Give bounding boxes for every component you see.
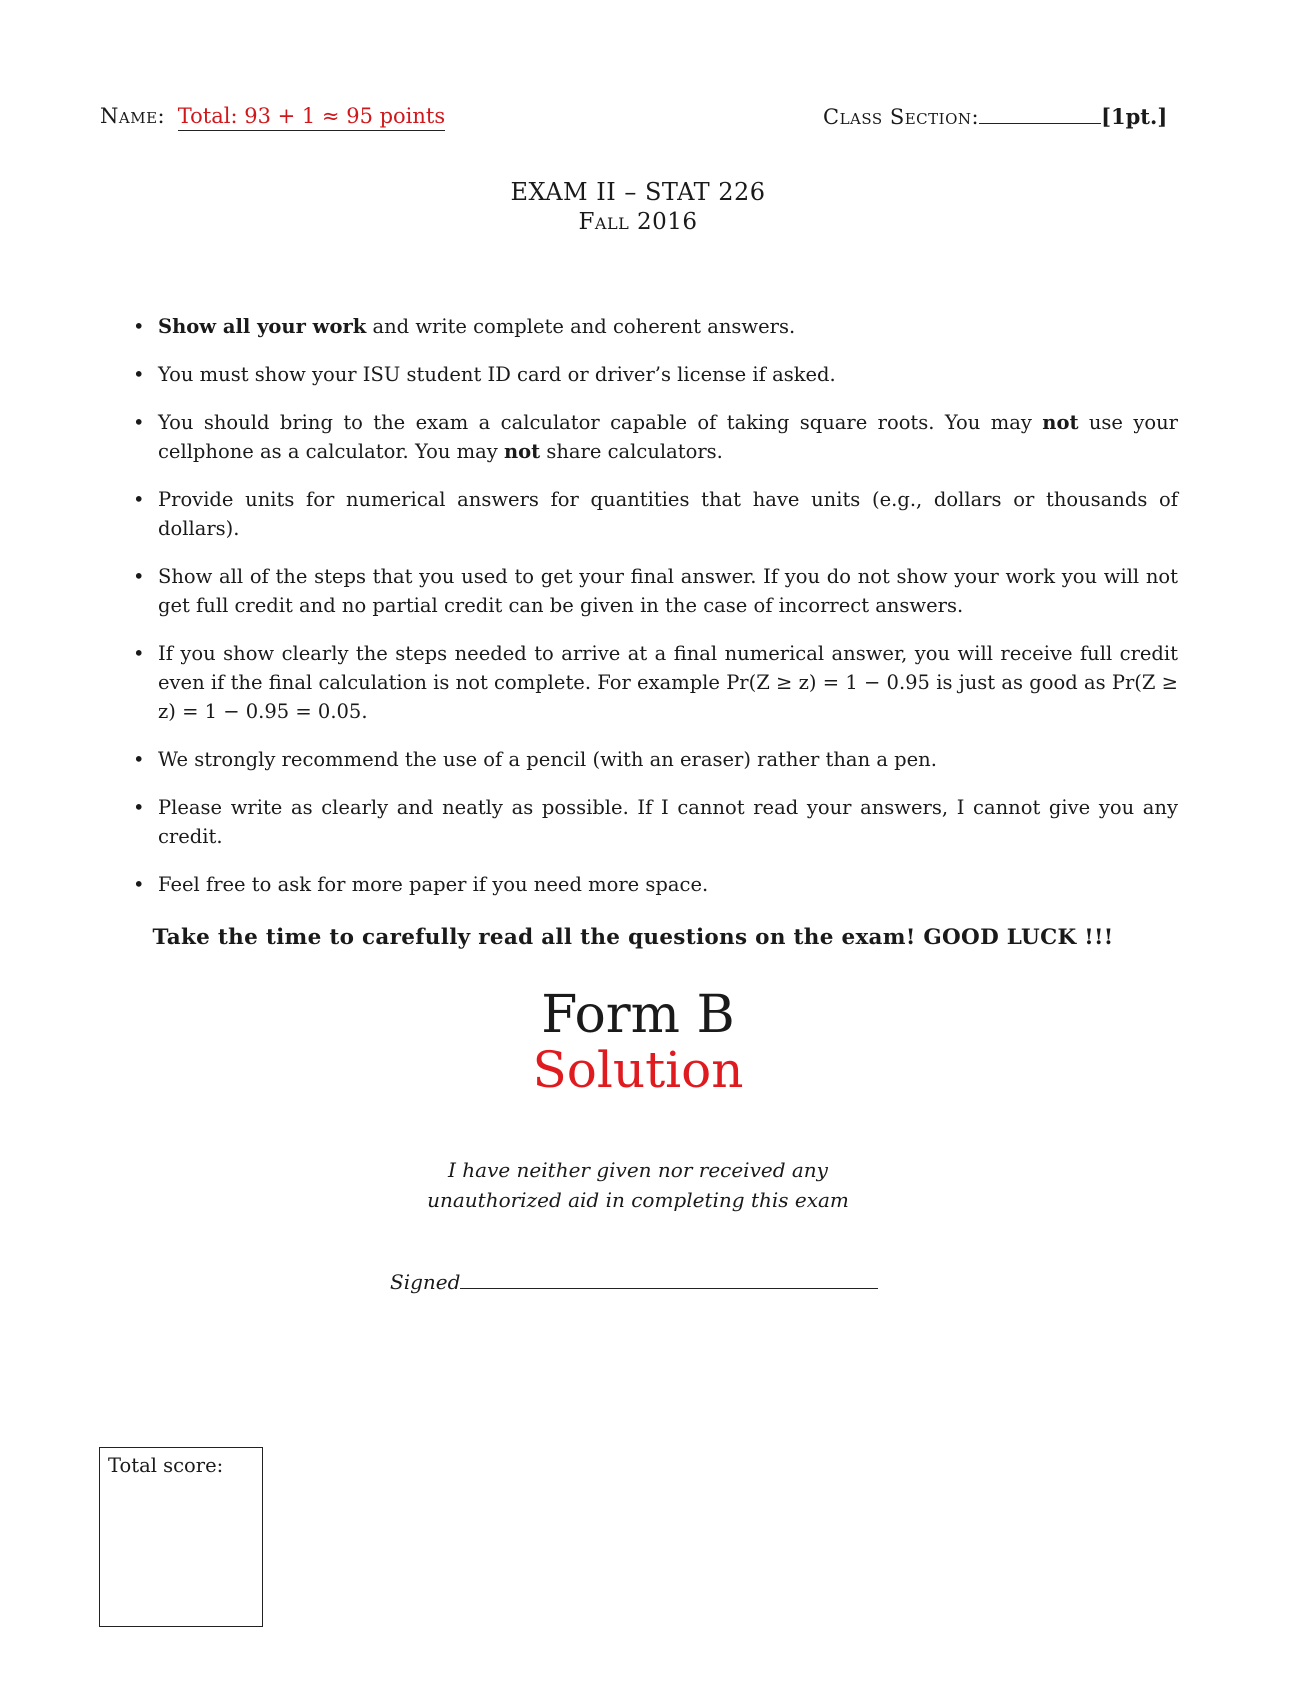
- instruction-item: [133, 745, 1178, 774]
- instruction-text: Please write as clearly and neatly as possible. If I cannot read your answers, I cannot give you any credit.: [158, 796, 1178, 848]
- signed-label: Signed: [390, 1270, 461, 1294]
- good-luck-message: Take the time to carefully read all the questions on the exam! GOOD LUCK !!!: [152, 925, 1114, 950]
- instruction-item: [133, 639, 1178, 726]
- instruction-item: [133, 312, 1178, 341]
- class-section-label: Class Section:: [823, 105, 980, 129]
- exam-term: Fall 2016: [578, 209, 698, 235]
- total-score-box: [99, 1447, 263, 1627]
- solution-title: Solution: [532, 1041, 744, 1099]
- instruction-item: [133, 562, 1178, 620]
- instruction-item: [133, 485, 1178, 543]
- exam-title: EXAM II – STAT 226: [510, 178, 766, 206]
- honor-statement: [0, 1155, 1276, 1215]
- total-score-label: Total score:: [108, 1454, 224, 1477]
- bullet-icon: •: [133, 748, 145, 771]
- instruction-bold: not: [1042, 411, 1079, 434]
- instruction-text: If you show clearly the steps needed to arrive at a final numerical answer, you will receive full credit even if the final calculation is not complete. For example Pr(Z ≥ z) = 1 − 0.95 is just as good as Pr(Z ≥ z) = 1 − 0.95 = 0.05.: [158, 642, 1178, 723]
- instruction-text: and write complete and coherent answers.: [366, 315, 796, 338]
- name-value: Total: 93 + 1 ≈ 95 points: [178, 104, 445, 131]
- bullet-icon: •: [133, 488, 145, 511]
- bullet-icon: •: [133, 363, 145, 386]
- form-title: Form B: [541, 985, 735, 1045]
- honor-line: unauthorized aid in completing this exam: [427, 1188, 849, 1212]
- class-section-points: [1pt.]: [1101, 104, 1168, 129]
- signature-row: [390, 1268, 878, 1294]
- bullet-icon: •: [133, 411, 145, 434]
- honor-line: I have neither given nor received any: [448, 1158, 828, 1182]
- bullet-icon: •: [133, 873, 145, 896]
- instruction-text: We strongly recommend the use of a pencil (with an eraser) rather than a pen.: [158, 748, 937, 771]
- bullet-icon: •: [133, 642, 145, 665]
- instruction-text: share calculators.: [540, 440, 723, 463]
- instruction-bold: Show all your work: [158, 315, 367, 338]
- instruction-text: use your cellphone as a calculator. You may: [158, 411, 1178, 463]
- instruction-item: [133, 408, 1178, 466]
- instruction-text: You should bring to the exam a calculator capable of taking square roots. You may: [158, 411, 1043, 434]
- name-field-row: [100, 104, 445, 131]
- instruction-text: Feel free to ask for more paper if you need more space.: [158, 873, 709, 896]
- instructions-list: [133, 312, 1178, 918]
- instruction-bold: not: [503, 440, 541, 463]
- instruction-text: Show all of the steps that you used to get your final answer. If you do not show your work you will not get full credit and no partial credit can be given in the case of incorrect answers.: [158, 565, 1178, 617]
- bullet-icon: •: [133, 796, 145, 819]
- bullet-icon: •: [133, 565, 145, 588]
- class-section-row: [823, 104, 1167, 129]
- instruction-item: [133, 870, 1178, 899]
- signature-line: [460, 1268, 878, 1289]
- instruction-text: Provide units for numerical answers for quantities that have units (e.g., dollars or thousands of dollars).: [158, 488, 1178, 540]
- instruction-item: [133, 793, 1178, 851]
- bullet-icon: •: [133, 315, 145, 338]
- instruction-text: You must show your ISU student ID card or driver’s license if asked.: [158, 363, 836, 386]
- class-section-blank: [979, 105, 1101, 124]
- name-label: Name:: [100, 104, 166, 128]
- instruction-item: [133, 360, 1178, 389]
